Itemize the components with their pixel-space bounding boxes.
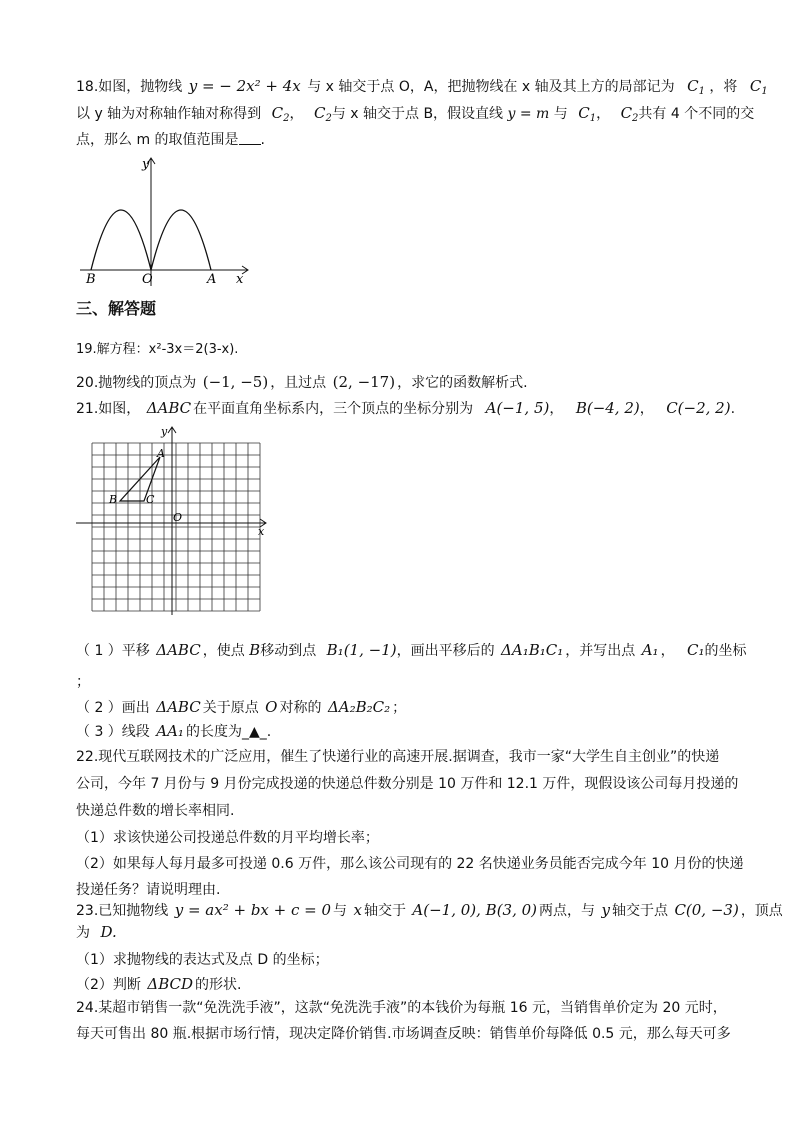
origin-label: O	[142, 272, 153, 287]
q21-grid-figure	[76, 425, 271, 620]
q18-c1: $C_1$	[687, 77, 705, 97]
q22-line1: 22.现代互联网技术的广泛应用，催生了快递行业的高速开展.据调查，我市一家“大学生自主创业”的快递	[76, 749, 720, 765]
q23-part2: （2）判断 ΔBCD 的形状.	[76, 975, 242, 993]
y-axis-label: y	[142, 157, 150, 172]
point-b-label: B	[86, 272, 96, 287]
point-a-label: A	[207, 272, 217, 287]
q24-line1: 24.某超市销售一款“免洗洗手液”，这款“免洗洗手液”的本钱价为每瓶 16 元，当销售单价定为 20 元时，	[76, 1000, 727, 1016]
q23-part1: （1）求抛物线的表达式及点 D 的坐标；	[76, 952, 329, 968]
q22-part2-line1: （2）如果每人每月最多可投递 0.6 万件，那么该公司现有的 22 名快递业务员能否完成今年 10 月份的快递	[76, 856, 744, 872]
q18-line3: 点，那么 m 的取值范围是 .	[76, 132, 265, 148]
x-axis-label: x	[236, 272, 244, 287]
q21-part1: （ 1 ）平移 ΔABC ，使点 B移动到点 B₁(1, −1)，画出平移后的 ΔA₁B₁C₁ ，并写出点 A₁ ， C₁的坐标	[76, 641, 747, 659]
q22-line3: 快递总件数的增长率相同.	[76, 803, 235, 819]
grid-y-label: y	[161, 425, 168, 438]
q21-triangle: ΔABC	[146, 399, 192, 417]
answer-blank	[239, 132, 261, 145]
grid-origin-label: O	[173, 511, 183, 524]
q21-part3: （ 3 ）线段 AA₁ 的长度为_▲_.	[76, 722, 272, 740]
triangle-vertex-c: C	[146, 493, 155, 506]
grid-x-label: x	[258, 525, 265, 538]
q21-part1-semicolon: ；	[76, 674, 90, 690]
q23-line2: 为 D.	[76, 923, 117, 941]
q24-line2: 每天可售出 80 瓶.根据市场行情，现决定降价销售.市场调查反映：销售单价每降低 0.5 元，那么每天可多	[76, 1026, 731, 1042]
q18-c1-c: $C_1$	[578, 104, 597, 124]
q21-part2: （ 2 ）画出 ΔABC 关于原点 O 对称的 ΔA₂B₂C₂ ；	[76, 698, 407, 716]
q18-c2: $C_2$	[271, 104, 290, 124]
q20-point: (2, −17)	[332, 373, 396, 391]
triangle-vertex-a: A	[157, 447, 165, 460]
q19-text: 19.解方程：x²-3x＝2(3-x).	[76, 342, 239, 357]
q20-vertex: (−1, −5)	[202, 373, 269, 391]
section-heading: 三、解答题	[76, 299, 157, 318]
q22-part1: （1）求该快递公司投递总件数的月平均增长率；	[76, 830, 379, 846]
q21-text: 21.如图， ΔABC 在平面直角坐标系内，三个顶点的坐标分别为 A(−1, 5)， B(−4, 2)， C(−2, 2).	[76, 399, 736, 417]
q18-equation: y = − 2x² + 4x	[188, 77, 301, 95]
q18-c2-b: $C_2$	[313, 104, 332, 124]
q18-c1-b: $C_1$	[749, 77, 768, 97]
q22-part2-line2: 投递任务？请说明理由.	[76, 882, 221, 898]
q18-y-eq-m: y = m	[507, 106, 550, 122]
q22-line2: 公司，今年 7 月份与 9 月份完成投递的快递总件数分别是 10 万件和 12.1 万件，现假设该公司每月投递的	[76, 776, 739, 792]
q18-parabola-figure	[78, 152, 258, 288]
triangle-vertex-b: B	[109, 493, 118, 506]
q23-line1: 23.已知抛物线 y = ax² + bx + c = 0 与 x 轴交于 A(−1, 0), B(3, 0) 两点，与 y 轴交于点 C(0, −3) ，顶点	[76, 901, 783, 919]
q18-line2: 以 y 轴为对称轴作轴对称得到 $C_2$， $C_2$与 x 轴交于点 B，假设直线 y = m 与 $C_1$， $C_2$共有 4 个不同的交	[76, 104, 755, 124]
q20-text: 20.抛物线的顶点为 (−1, −5) ，且过点 (2, −17) ，求它的函数解析式.	[76, 373, 528, 391]
q18-line1: 18.如图，抛物线 y = − 2x² + 4x 与 x 轴交于点 O，A，把抛物线在 x 轴及其上方的局部记为 $C_1$ ，将 $C_1$	[76, 77, 768, 97]
q18-c2-c: $C_2$	[620, 104, 639, 124]
